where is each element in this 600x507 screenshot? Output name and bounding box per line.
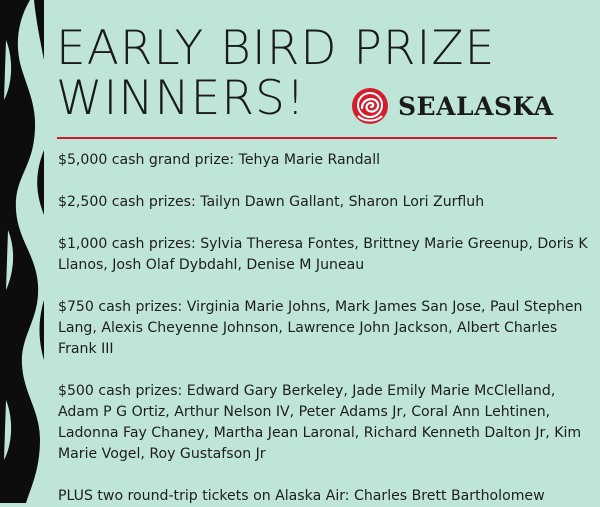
sealaska-wordmark: SEALASKA xyxy=(398,91,554,121)
prize-750: $750 cash prizes: Virginia Marie Johns, Mark James San Jose, Paul Stephen Lang, Alexis Cheyenne Johnson, Lawrence John Jackson, Albert Charles Frank III xyxy=(58,299,583,357)
divider xyxy=(57,137,557,139)
winners-list xyxy=(58,150,588,507)
prize-grand: $5,000 cash grand prize: Tehya Marie Randall xyxy=(58,152,381,168)
prize-alaska-air: PLUS two round-trip tickets on Alaska Air: Charles Brett Bartholomew xyxy=(58,488,545,504)
prize-500: $500 cash prizes: Edward Gary Berkeley, Jade Emily Marie McClelland, Adam P G Ortiz, Arthur Nelson IV, Peter Adams Jr, Coral Ann Lehtinen, Ladonna Fay Chaney, Martha Jean Laronal, Richard Kenneth Dalton Jr, Kim Marie Vogel, Roy Gustafson Jr xyxy=(58,383,582,462)
formline-decoration xyxy=(0,0,44,503)
sealaska-red-crest-icon xyxy=(350,86,390,126)
title-line-2: WINNERS! xyxy=(56,71,306,126)
sealaska-logo xyxy=(350,84,554,128)
prize-2500: $2,500 cash prizes: Tailyn Dawn Gallant, Sharon Lori Zurfluh xyxy=(58,194,485,210)
prize-1000: $1,000 cash prizes: Sylvia Theresa Fontes, Brittney Marie Greenup, Doris K Llanos, Josh Olaf Dybdahl, Denise M Juneau xyxy=(58,236,588,273)
title-line-1: EARLY BIRD PRIZE xyxy=(56,21,496,76)
